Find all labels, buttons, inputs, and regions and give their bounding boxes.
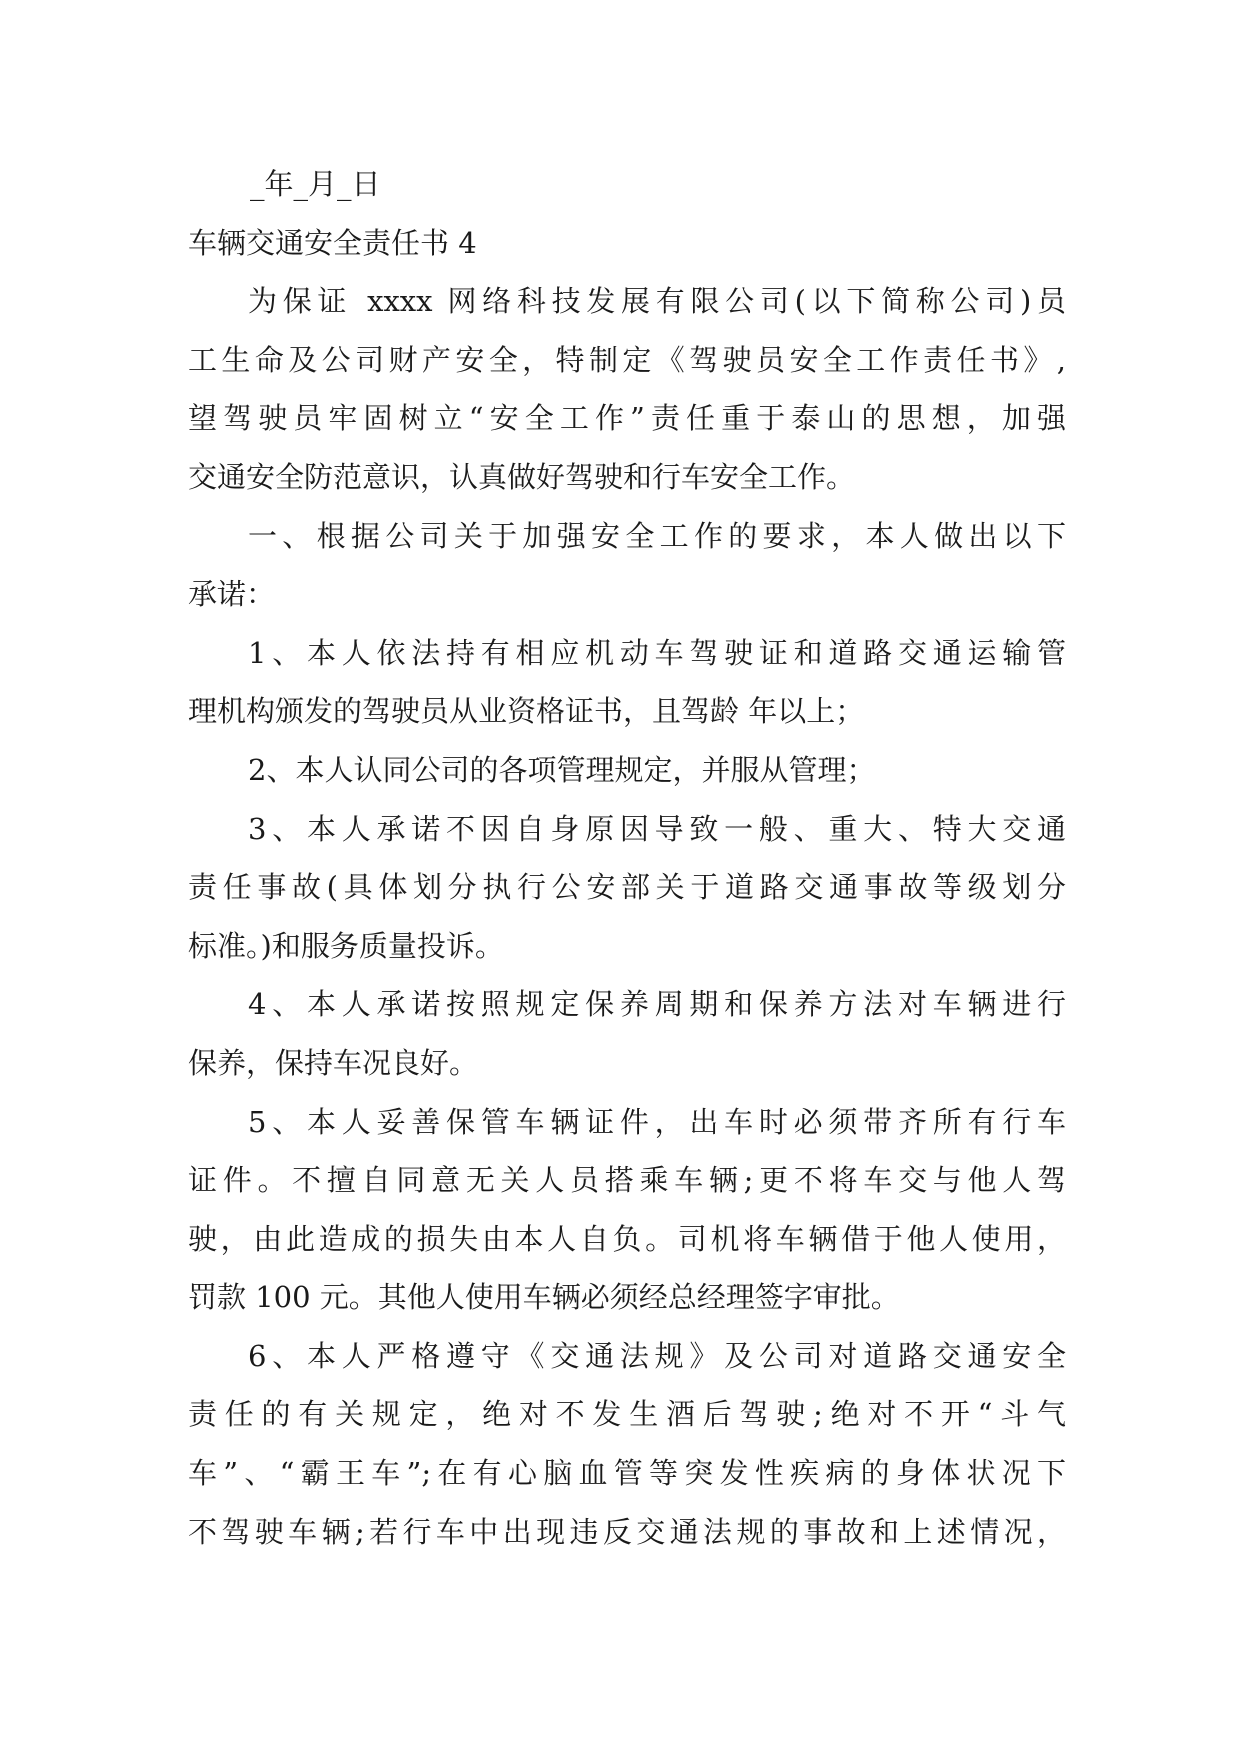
text-line: 承诺： (188, 577, 276, 612)
text-line: 证件。不擅自同意无关人员搭乘车辆;更不将车交与他人驾 (188, 1163, 1066, 1198)
text-line: 驶，由此造成的损失由本人自负。司机将车辆借于他人使用， (188, 1221, 1066, 1256)
text-line: 4、本人承诺按照规定保养周期和保养方法对车辆进行 (248, 987, 1066, 1022)
text-line: 工生命及公司财产安全，特制定《驾驶员安全工作责任书》, (188, 342, 1066, 377)
paragraph-intro (188, 272, 1066, 506)
paragraph-item-3 (188, 800, 1066, 976)
text-line: 车”、“霸王车”;在有心脑血管等突发性疾病的身体状况下 (188, 1456, 1066, 1491)
text-line: 不驾驶车辆;若行车中出现违反交通法规的事故和上述情况， (188, 1514, 1066, 1549)
text-line: 5、本人妥善保管车辆证件，出车时必须带齐所有行车 (248, 1104, 1066, 1139)
text-line: 保养，保持车况良好。 (188, 1045, 479, 1080)
paragraph-item-4 (188, 975, 1066, 1092)
text-line: 望驾驶员牢固树立“安全工作”责任重于泰山的思想，加强 (188, 401, 1066, 436)
document-title: 车辆交通安全责任书 4 (188, 225, 477, 260)
date-line: _年_月_日 (250, 167, 381, 201)
paragraph-item-2 (188, 741, 1066, 800)
text-line: 罚款 100 元。其他人使用车辆必须经总经理签字审批。 (188, 1280, 900, 1315)
text-line: 理机构颁发的驾驶员从业资格证书，且驾龄 年以上； (188, 694, 865, 729)
text-line: 1、本人依法持有相应机动车驾驶证和道路交通运输管 (248, 635, 1066, 670)
paragraph-item-6 (188, 1327, 1066, 1561)
text-line: 责任的有关规定，绝对不发生酒后驾驶;绝对不开“斗气 (188, 1397, 1066, 1432)
document-body (188, 155, 1066, 1561)
text-line: 责任事故(具体划分执行公安部关于道路交通事故等级划分 (188, 870, 1066, 905)
text-line: 一、根据公司关于加强安全工作的要求，本人做出以下 (248, 518, 1066, 553)
paragraph-item-5 (188, 1093, 1066, 1327)
text-line: 6、本人严格遵守《交通法规》及公司对道路交通安全 (248, 1338, 1066, 1373)
text-line: 2、本人认同公司的各项管理规定，并服从管理； (248, 752, 876, 787)
text-line: 交通安全防范意识，认真做好驾驶和行车安全工作。 (188, 459, 856, 494)
paragraph-section-1 (188, 507, 1066, 624)
text-line: 标准。)和服务质量投诉。 (188, 928, 504, 963)
text-line: 3、本人承诺不因自身原因导致一般、重大、特大交通 (248, 811, 1066, 846)
text-line: 为保证 xxxx 网络科技发展有限公司(以下简称公司)员 (248, 284, 1066, 319)
paragraph-item-1 (188, 624, 1066, 741)
